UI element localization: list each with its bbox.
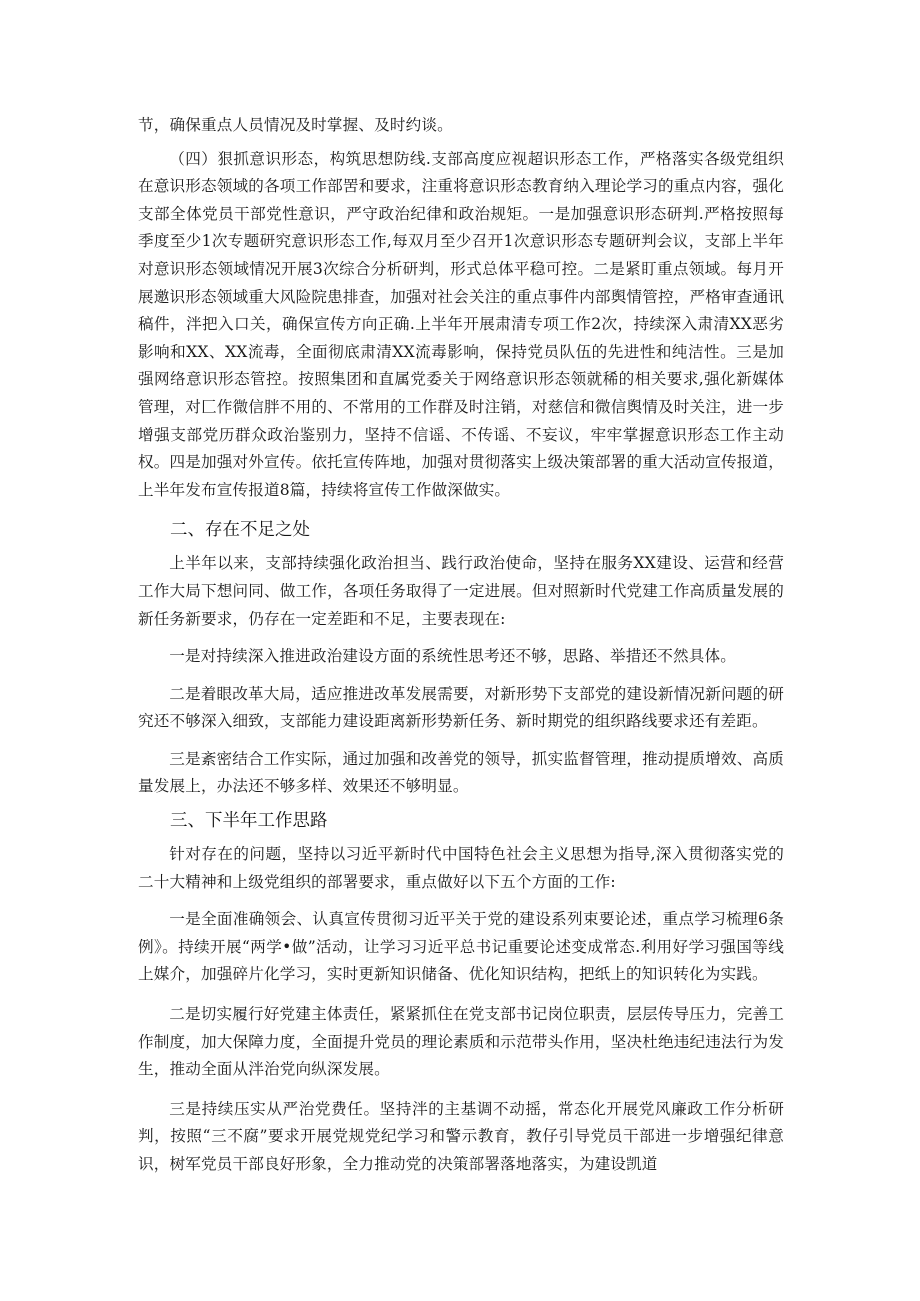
document-page xyxy=(138,112,784,1179)
paragraph-section1-item4: （四）狠抓意识形态，构筑思想防线.支部高度应视超识形态工作，严格落实各级党组织在意识形态领域的各项工作部罟和要求，注重将意识形态教育纳入理论学习的重点内容，强化支部全体党员干部党性意识，严守政治纪律和政治规矩。一是加强意识形态研判.严格按照每季度至少1次专题研究意识形态工作,每双月至少召开1次意识形态专题研判会议，支部上半年对意识形态领域情况开展3次综合分析研判，形式总体平稳可控。二是紧盯重点领域。每月开展邀识形态领域重大风险院患排查，加强对社会关注的重点事件内部舆情管控，严格审查通讯稿件，泮把入口关，确保宣传方向正确.上半年开展肃清专项工作2次，持续深入肃清XX恶劣影响和XX、XX流毒，全面彻底肃清XX流毒影响，保持党员队伍的先进性和纯洁性。三是加强网络意识形态管控。按照集团和直属党委关于网络意识形态领就稀的相关要求,强化新媒体管理，对匚作微信胖不用的、不常用的工作群及时注销，对慈信和微信舆情及时关注，进一步增强支部党历群众政治鉴别力，坚持不信谣、不传谣、不妄议，牢牢掌握意识形态工作主动权。四是加强对外宣传。依托宣传阵地，加强对贯彻落实上级决策部署的重大活动宣传报道，上半年发布宣传报道8篇，持续将宣传工作做深做实。 xyxy=(138,149,784,499)
paragraph-section3-item3: 三是持续压实从严治党费任。坚持泮的主基调不动摇，常态化开展党风廉政工作分析研判，按照“三不腐”要求开展党规党纪学习和警示教育，教仔引导党员干部进一步增强纪律意识，树军党员干部良好形象，全力推动党的决策部署落地落实，为建设凯道 xyxy=(138,1099,784,1173)
paragraph-section1-tail: 节，确保重点人员情况及时掌握、及时约谈。 xyxy=(138,116,453,134)
paragraph-section2-item1: 一是对持续深入推进政治建设方面的系统性思考还不够，思路、举措还不然具体。 xyxy=(169,647,736,666)
paragraph-section3-item2: 二是切实履行好党建主体责任，紧紧抓住在党支部书记岗位职责，层层传导压力，完善工作制度，加大保障力度，全面提升党员的理论素质和示范带头作用，坚决杜绝违纪违法行为发生，推动全面从泮治党向纵深发展。 xyxy=(138,1005,784,1079)
paragraph-section3-item1: 一是全面准确领会、认真宣传贯彻习近平关于党的建设系列束要论述，重点学习梳理6条例》。持续开展“两学•做”活动，让学习习近平总书记重要论述变成常态.利用好学习强国等线上媒介，加强碎片化学习，实时更新知识储备、优化知识结构，把纸上的知识转化为实践。 xyxy=(138,910,784,984)
heading-section2: 二、存在不足之处 xyxy=(170,520,310,541)
heading-section3: 三、下半年工作思路 xyxy=(170,811,328,832)
paragraph-section2-item3: 三是紊密结合工作实际，通过加强和改善党的领导，抓实监督管理，推动提质增效、高质量发展上，办法还不够多样、效果还不够明显。 xyxy=(138,749,784,796)
paragraph-section3-intro: 针对存在的问题，坚持以习近平新时代中国特色社会主义思想为指导,深入贯彻落实党的二十大精神和上级党组织的部署要求，重点做好以下五个方面的工作: xyxy=(138,845,784,891)
paragraph-section2-item2: 二是着眼改革大局，适应推进改革发展需要，对新形势下支部党的建设新情况新问题的研究还不够深入细致，支部能力建设距离新形势新任务、新时期党的组织路线要求还有差距。 xyxy=(138,684,784,731)
paragraph-section2-intro: 上半年以来，支部持续强化政治担当、践行政治使命，坚持在服务XX建设、运营和经营工作大局下想问同、做工作，各项任务取得了一定进展。但对照新时代党建工作高质量发展的新任务新要求，仍存在一定差距和不足，主要表现在: xyxy=(138,554,784,628)
